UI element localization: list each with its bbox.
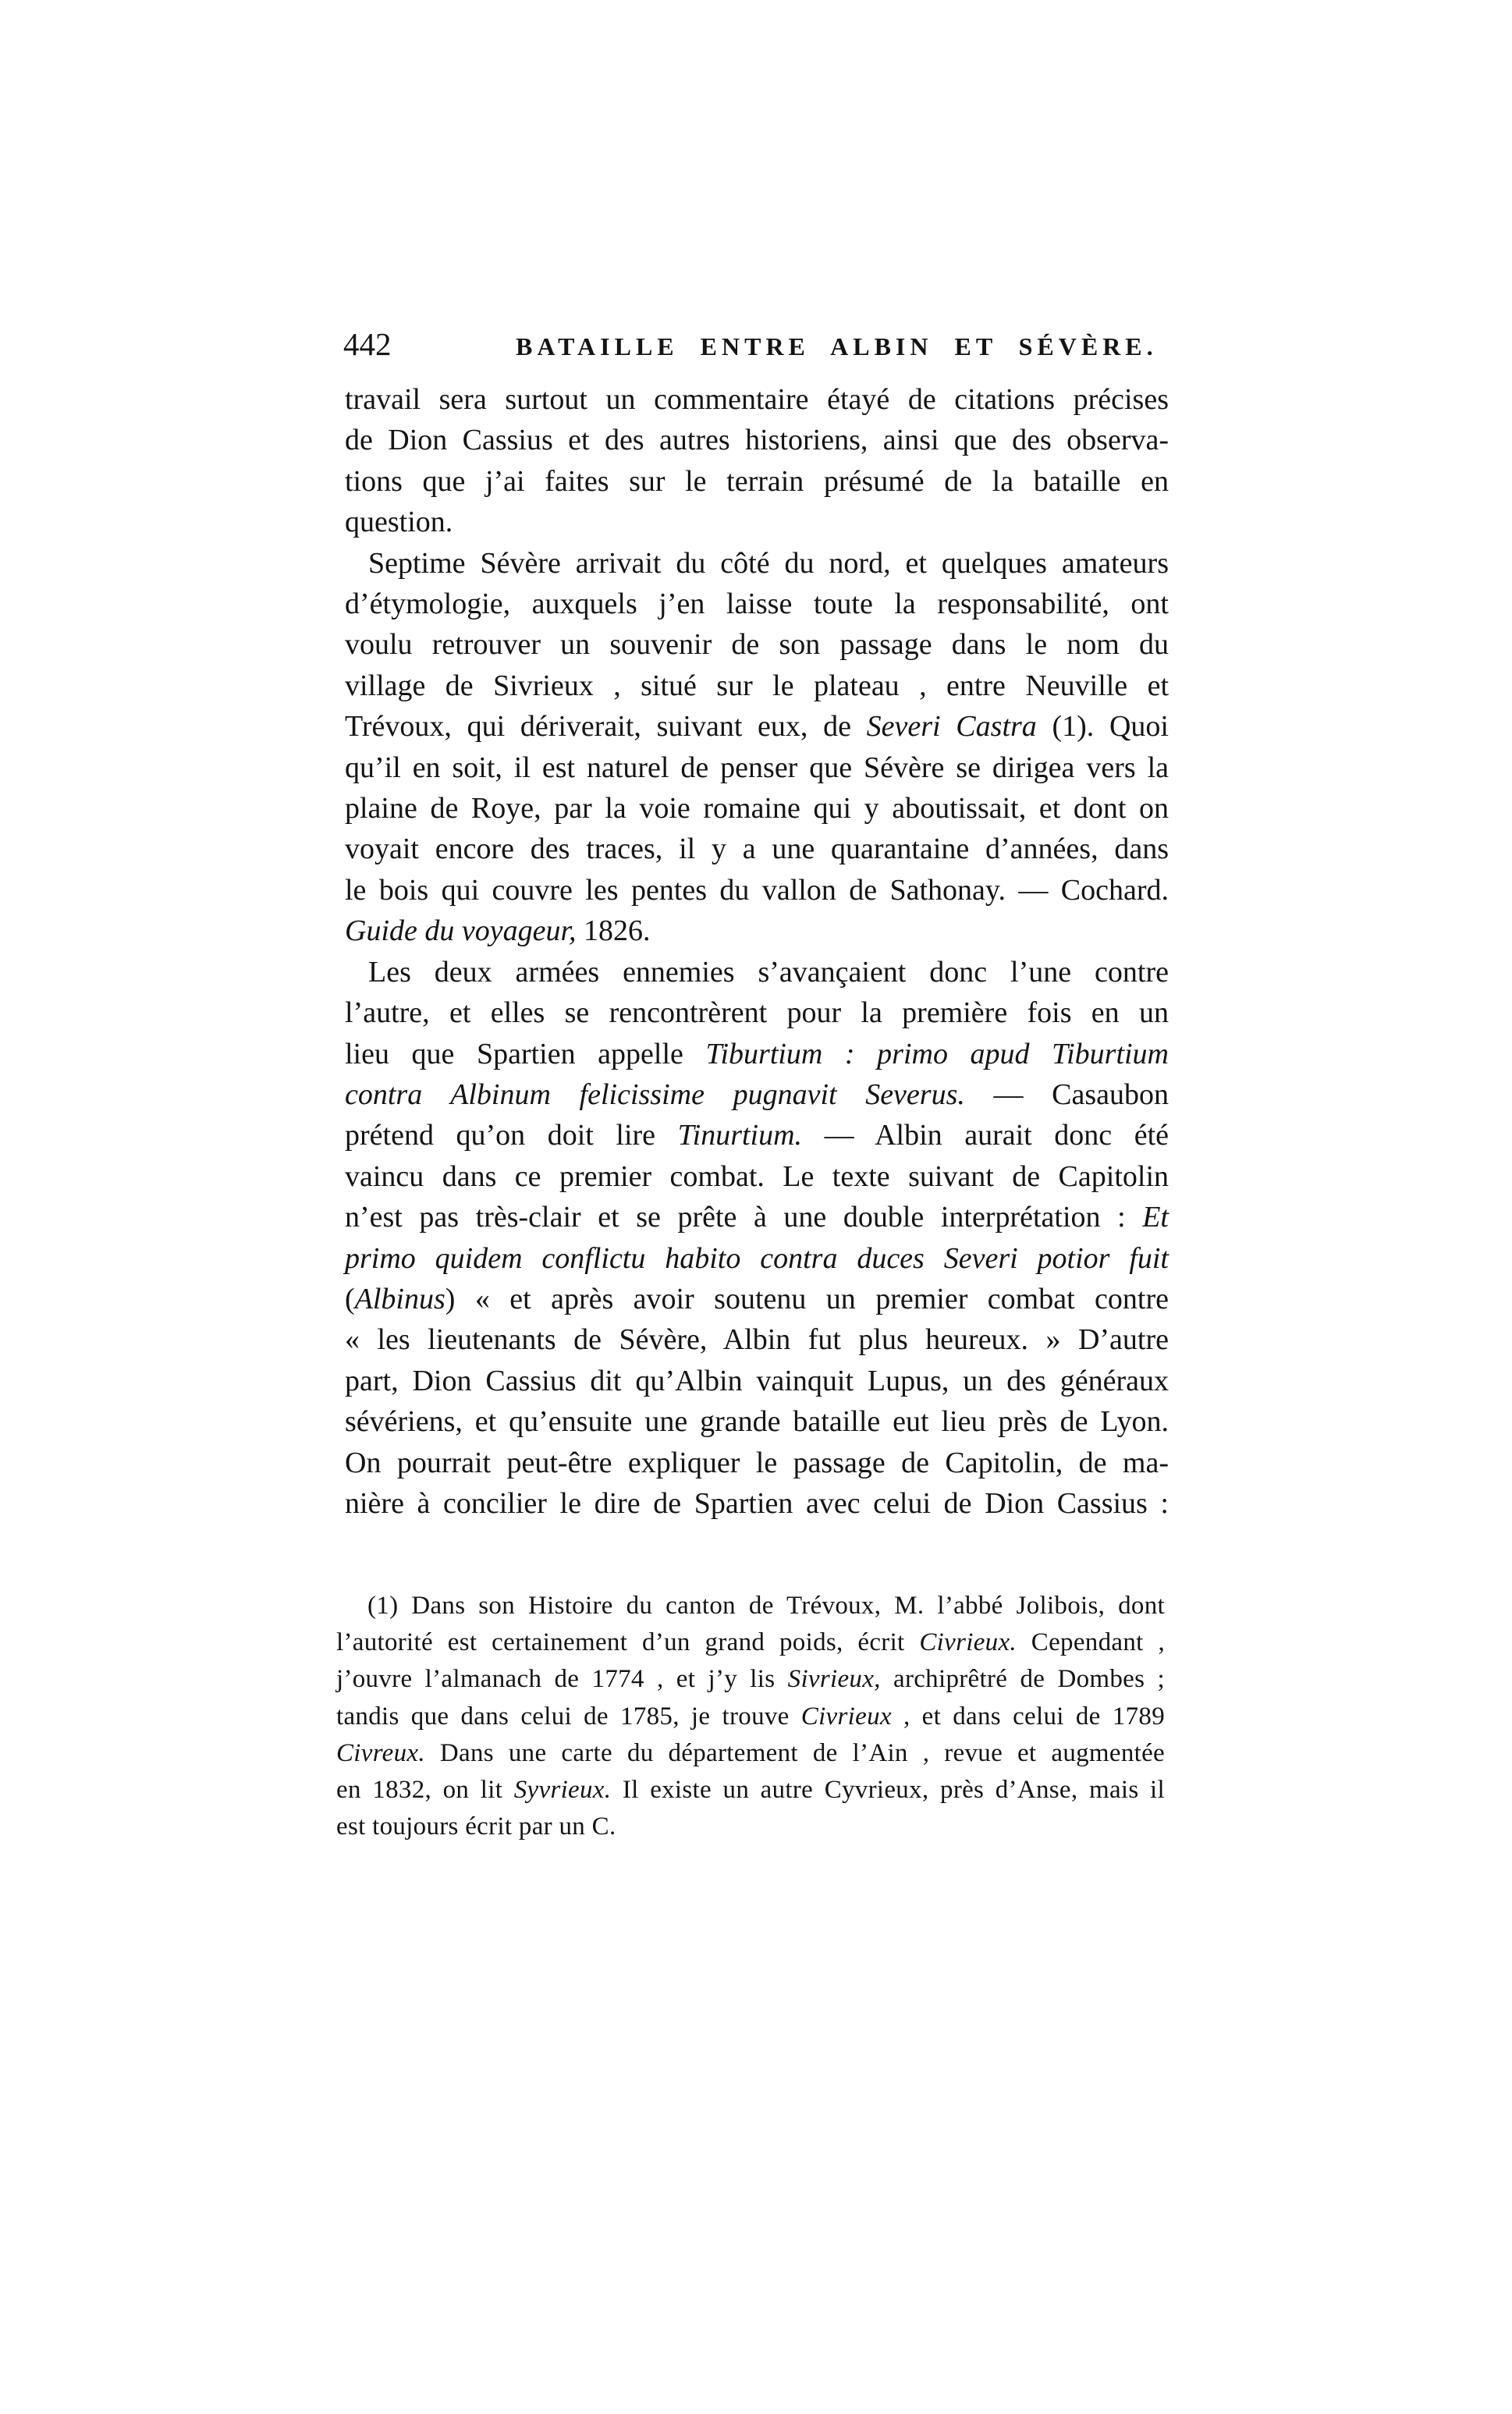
body-line	[345, 952, 1169, 992]
body-line	[345, 1238, 1169, 1279]
italic-text: Tiburtium : primo apud Tiburtium	[705, 1037, 1169, 1070]
text-run: est toujours écrit par un C.	[336, 1812, 616, 1841]
body-line	[345, 870, 1169, 911]
footnote-line	[336, 1735, 1165, 1772]
text-run: question.	[345, 506, 453, 539]
italic-text: Severi Castra	[866, 710, 1037, 744]
body-line	[345, 543, 1169, 584]
text-run: en 1832, on lit	[336, 1776, 514, 1805]
text-run: archiprêtré de Dombes ;	[880, 1665, 1165, 1694]
footnote-line	[336, 1809, 1165, 1845]
text-run: village de Sivrieux , situé sur le plateau , entre Neuville et	[345, 669, 1169, 702]
body-line	[345, 1115, 1169, 1156]
text-run: Les deux armées ennemies s’avançaient donc l’une contre	[368, 955, 1169, 989]
text-run: j’ouvre l’almanach de 1774 , et j’y lis	[336, 1665, 788, 1694]
body-line	[345, 461, 1169, 502]
text-run: Cependant ,	[1016, 1628, 1165, 1657]
body-line	[345, 1156, 1169, 1197]
body-line	[345, 788, 1169, 829]
body-line	[345, 420, 1169, 460]
italic-text: contra Albinum felicissime pugnavit Severus.	[345, 1077, 965, 1111]
text-run: d’étymologie, auxquels j’en laisse toute la responsabilité, ont	[345, 588, 1169, 621]
text-run: de Dion Cassius et des autres historiens, ainsi que des observa-	[345, 424, 1169, 457]
text-run: nière à concilier le dire de Spartien avec celui de Dion Cassius :	[345, 1486, 1169, 1520]
footnote	[336, 1588, 1165, 1845]
italic-text: Civrieux.	[919, 1628, 1017, 1657]
running-title: BATAILLE ENTRE ALBIN ET SÉVÈRE.	[516, 332, 1158, 360]
text-run: plaine de Roye, par la voie romaine qui y aboutissait, et dont on	[345, 792, 1169, 825]
text-run: l’autorité est certainement d’un grand poids, écrit	[336, 1628, 920, 1657]
text-run: tions que j’ai faites sur le terrain présumé de la bataille en	[345, 464, 1169, 498]
text-run: l’autre, et elles se rencontrèrent pour la première fois en un	[345, 996, 1169, 1030]
body-line	[345, 666, 1169, 706]
text-run: tandis que dans celui de 1785, je trouve	[336, 1702, 801, 1731]
text-run: prétend qu’on doit lire	[345, 1119, 678, 1152]
text-run: (1) Dans son Histoire du canton de Trévoux, M. l’abbé Jolibois, dont	[367, 1592, 1165, 1620]
text-run: travail sera surtout un commentaire étayé de citations précises	[345, 383, 1169, 416]
text-run: Trévoux, qui dériverait, suivant eux, de	[345, 710, 867, 744]
footnote-line	[336, 1772, 1165, 1809]
text-run: On pourrait peut-être expliquer le passage de Capitolin, de ma-	[345, 1446, 1169, 1479]
text-run: (	[345, 1282, 355, 1315]
body-line	[345, 1361, 1169, 1401]
italic-text: primo quidem conflictu habito contra duces Severi potior fuit	[345, 1241, 1169, 1275]
text-run: lieu que Spartien appelle	[345, 1037, 706, 1070]
text-run: Septime Sévère arrivait du côté du nord, et quelques amateurs	[368, 546, 1169, 580]
text-run: (1). Quoi	[1036, 710, 1169, 744]
text-run: « les lieutenants de Sévère, Albin fut plus heureux. » D’autre	[345, 1323, 1169, 1357]
body-line	[345, 1401, 1169, 1442]
text-run: voulu retrouver un souvenir de son passage dans le nom du	[345, 628, 1169, 662]
italic-text: Civreux.	[336, 1738, 425, 1767]
body-line	[345, 1443, 1169, 1483]
text-run: — Albin aurait donc été	[802, 1119, 1169, 1152]
body-line	[345, 1279, 1169, 1319]
body-line	[345, 1074, 1169, 1115]
body-line	[345, 706, 1169, 747]
page-number: 442	[343, 326, 392, 362]
body-line	[345, 911, 1169, 951]
body-line	[345, 1197, 1169, 1237]
text-run: sévériens, et qu’ensuite une grande bataille eut lieu près de Lyon.	[345, 1405, 1169, 1439]
body-line	[345, 502, 1169, 542]
italic-text: Guide du voyageur,	[345, 914, 577, 948]
italic-text: Sivrieux,	[787, 1665, 881, 1694]
body-line	[345, 829, 1169, 869]
body-line	[345, 992, 1169, 1033]
text-run: vaincu dans ce premier combat. Le texte suivant de Capitolin	[345, 1159, 1169, 1193]
text-run: Il existe un autre Cyvrieux, près d’Anse, mais il	[611, 1776, 1165, 1805]
footnote-line	[336, 1661, 1165, 1698]
text-run: le bois qui couvre les pentes du vallon de Sathonay. — Cochard.	[345, 873, 1169, 907]
italic-text: Syvrieux.	[513, 1776, 612, 1805]
italic-text: Et	[1142, 1201, 1169, 1234]
text-run: voyait encore des traces, il y a une quarantaine d’années, dans	[345, 832, 1169, 866]
body-line	[345, 624, 1169, 665]
text-run: , et dans celui de 1789	[891, 1702, 1165, 1731]
text-run: qu’il en soit, il est naturel de penser que Sévère se dirigea vers la	[345, 751, 1169, 784]
text-run: Dans une carte du département de l’Ain , revue et augmentée	[424, 1738, 1165, 1767]
italic-text: Tinurtium.	[677, 1119, 803, 1152]
footnote-line	[336, 1699, 1165, 1735]
body-line	[345, 584, 1169, 624]
body-line	[345, 1483, 1169, 1524]
footnote-line	[336, 1624, 1165, 1661]
text-run: n’est pas très-clair et se prête à une double interprétation :	[345, 1201, 1143, 1234]
italic-text: Civrieux	[800, 1702, 892, 1731]
footnote-line	[336, 1588, 1165, 1624]
body-line	[345, 379, 1169, 420]
text-run: 1826.	[576, 914, 651, 948]
body-line	[345, 1319, 1169, 1360]
body-text	[345, 379, 1169, 1524]
text-run: part, Dion Cassius dit qu’Albin vainquit Lupus, un des généraux	[345, 1364, 1169, 1397]
body-line	[345, 1034, 1169, 1074]
italic-text: Albinus	[354, 1282, 445, 1315]
body-line	[345, 747, 1169, 788]
text-run: ) « et après avoir soutenu un premier combat contre	[445, 1282, 1169, 1315]
text-run: — Casaubon	[964, 1077, 1169, 1111]
